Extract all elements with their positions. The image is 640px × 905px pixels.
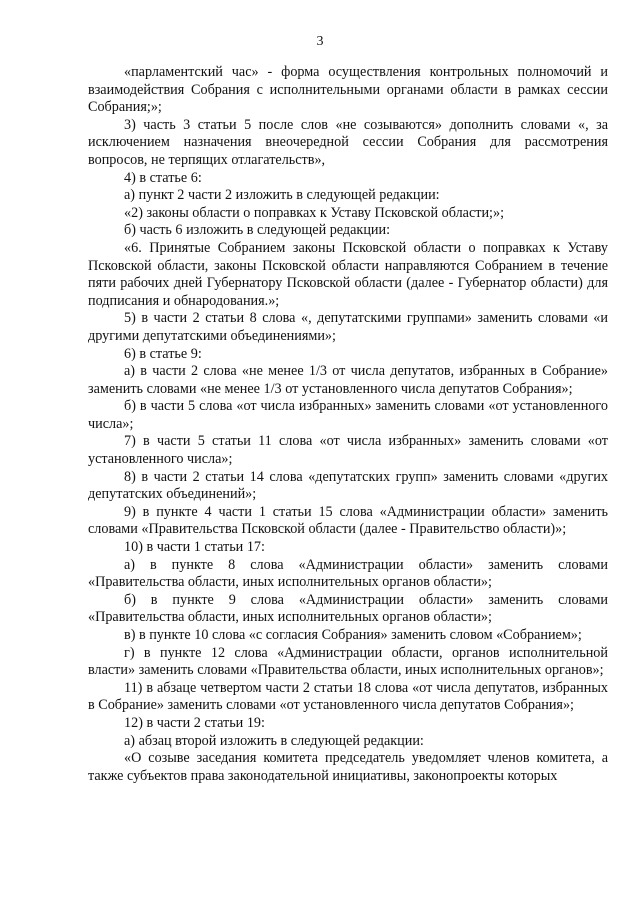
paragraph: а) абзац второй изложить в следующей редакции:: [124, 732, 424, 749]
paragraph: а) в пункте 8 слова «Администрации области» заменить словами «Правительства области, иных исполнительных органов области»;: [88, 556, 608, 591]
paragraph: 6) в статье 9:: [124, 345, 202, 362]
document-body: [88, 64, 608, 785]
paragraph: а) в части 2 слова «не менее 1/3 от числа депутатов, избранных в Собрание» заменить словами «не менее 1/3 от установленного числа депутатов Собрания»;: [88, 363, 608, 397]
paragraph: «О созыве заседания комитета председатель уведомляет членов комитета, а также субъектов права законодательной инициативы, законопроекты которых: [88, 750, 608, 784]
paragraph: 11) в абзаце четвертом части 2 статьи 18 слова «от числа депутатов, избранных в Собрание» заменить словами «от установленного числа депутатов Собрания»;: [88, 679, 608, 714]
paragraph: «6. Принятые Собранием законы Псковской области о поправках к Уставу Псковской области, законы Псковской области направляются Собранием в течение пяти рабочих дней Губернатору Псковской области (далее - Губернатор области) для подписания и обнародования.»;: [88, 239, 608, 309]
paragraph: б) в части 5 слова «от числа избранных» заменить словами «от установленного числа»;: [88, 398, 608, 432]
paragraph: 7) в части 5 статьи 11 слова «от числа избранных» заменить словами «от установленного числа»;: [88, 433, 608, 468]
paragraph: 12) в части 2 статьи 19:: [124, 714, 265, 731]
paragraph: «парламентский час» - форма осуществления контрольных полномочий и взаимодействия Собрания с исполнительными органами области в рамках сессии Собрания;»;: [88, 64, 608, 116]
paragraph: 3) часть 3 статьи 5 после слов «не созываются» дополнить словами «, за исключением назначения внеочередной сессии Собрания для рассмотрения вопросов, не терпящих отлагательств»,: [88, 116, 608, 168]
paragraph: г) в пункте 12 слова «Администрации области, органов исполнительной власти» заменить словами «Правительства области, иных исполнительных органов»;: [88, 644, 608, 679]
paragraph: б) в пункте 9 слова «Администрации области» заменить словами «Правительства области, иных исполнительных органов области»;: [88, 591, 608, 626]
paragraph: «2) законы области о поправках к Уставу Псковской области;»;: [124, 204, 505, 221]
paragraph: 4) в статье 6:: [124, 169, 202, 186]
paragraph: б) часть 6 изложить в следующей редакции:: [124, 222, 391, 239]
page-number: 3: [316, 34, 324, 49]
paragraph: 5) в части 2 статьи 8 слова «, депутатскими группами» заменить словами «и другими депутатскими объединениями»;: [88, 310, 608, 344]
paragraph: 9) в пункте 4 части 1 статьи 15 слова «Администрации области» заменить словами «Правительства Псковской области (далее - Правительство области)»;: [88, 503, 608, 538]
paragraph: 8) в части 2 статьи 14 слова «депутатских групп» заменить словами «других депутатских объединений»;: [88, 468, 608, 503]
paragraph: в) в пункте 10 слова «с согласия Собрания» заменить словом «Собранием»;: [124, 627, 582, 643]
paragraph: а) пункт 2 части 2 изложить в следующей редакции:: [124, 187, 440, 204]
paragraph: 10) в части 1 статьи 17:: [124, 539, 265, 556]
